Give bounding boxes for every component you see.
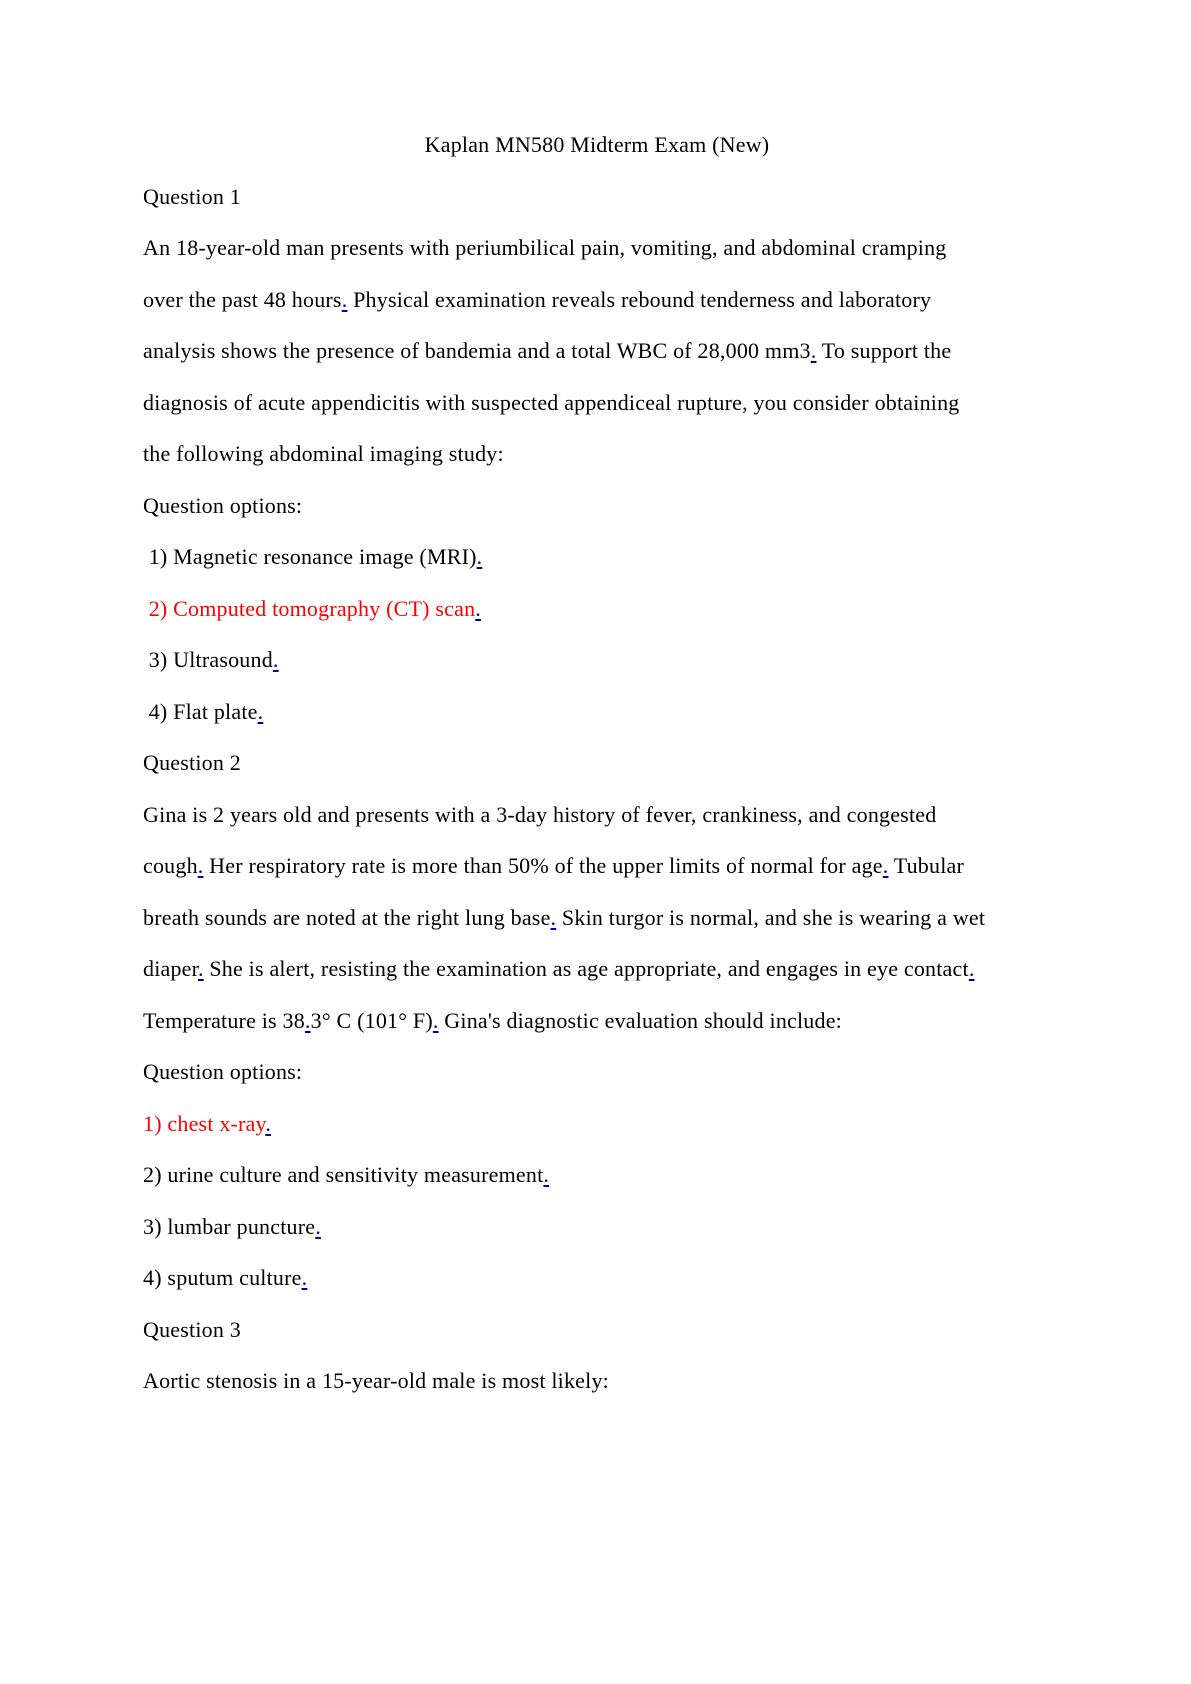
link-period[interactable]: . [476,544,483,569]
text-segment: analysis shows the presence of bandemia and a total WBC of 28,000 mm3 [143,338,811,363]
question-1-text-line [143,428,1051,480]
question-2-option-4 [143,1252,1051,1304]
text-segment: 3) lumbar puncture [143,1213,316,1239]
text-segment: Physical examination reveals rebound tenderness and laboratory [347,286,932,312]
link-period[interactable]: . [968,956,975,981]
text-segment: 3) Ultrasound [143,647,273,672]
link-period[interactable]: . [257,698,264,724]
question-2-heading [143,737,1051,789]
document-title [143,119,1051,171]
text-segment: Aortic stenosis in a 15-year-old male is most likely: [143,1368,609,1393]
text-segment: Question options: [143,1059,303,1084]
question-1-text-line [143,222,1051,274]
text-segment: Gina's diagnostic evaluation should include: [438,1007,842,1033]
question-2-text-line [143,789,1051,841]
link-period[interactable]: . [301,1265,308,1290]
question-2-option-3 [143,1201,1051,1253]
question-2-option-1-answer [143,1098,1051,1150]
text-segment: Question 1 [143,183,241,209]
answer-text-segment: 2) Computed tomography (CT) scan [143,595,476,621]
text-segment: 1) Magnetic resonance image (MRI) [143,544,477,569]
text-segment: 2) urine culture and sensitivity measurement [143,1162,544,1187]
text-segment: cough [143,853,198,878]
text-segment: An 18-year-old man presents with periumbilical pain, vomiting, and abdominal cramping [143,235,947,260]
link-period[interactable]: . [341,286,348,312]
link-period[interactable]: . [475,595,481,621]
text-segment: over the past 48 hours [143,286,342,312]
link-period[interactable]: . [304,1007,311,1033]
link-period[interactable]: . [810,338,817,363]
text-segment: 4) Flat plate [143,698,258,724]
question-2-text-line [143,995,1051,1047]
question-2-options-label [143,1046,1051,1098]
question-3-heading [143,1304,1051,1356]
link-period[interactable]: . [197,956,204,981]
answer-text-segment: 1) chest x-ray [143,1110,266,1136]
question-1-option-3 [143,634,1051,686]
text-segment: Kaplan MN580 Midterm Exam (New) [424,132,770,157]
text-segment: diagnosis of acute appendicitis with suspected appendiceal rupture, you consider obtaining [143,389,960,415]
question-2-text-line [143,840,1051,892]
text-segment: Question options: [143,492,303,518]
question-1-heading [143,171,1051,223]
link-period[interactable]: . [272,647,279,672]
text-segment: diaper [143,956,198,981]
question-1-options-label [143,480,1051,532]
question-1-option-4 [143,686,1051,738]
link-period[interactable]: . [197,853,204,878]
question-1-text-line [143,274,1051,326]
text-segment: Her respiratory rate is more than 50% of the upper limits of normal for age [203,853,883,878]
link-period[interactable]: . [543,1162,550,1187]
text-segment: the following abdominal imaging study: [143,441,504,466]
text-segment: Gina is 2 years old and presents with a 3-day history of fever, crankiness, and congested [143,801,937,827]
question-2-text-line [143,943,1051,995]
link-period[interactable]: . [265,1110,272,1136]
question-1-option-1 [143,531,1051,583]
question-2-text-line [143,892,1051,944]
link-period[interactable]: . [882,853,889,878]
question-1-text-line [143,325,1051,377]
question-1-text-line [143,377,1051,429]
text-segment: Tubular [888,853,965,878]
question-2-option-2 [143,1149,1051,1201]
text-segment: 4) sputum culture [143,1265,302,1290]
text-segment: Question 3 [143,1316,241,1342]
text-segment: Temperature is 38 [143,1007,305,1033]
text-segment: Question 2 [143,750,241,775]
link-period[interactable]: . [550,904,557,930]
text-segment: To support the [816,338,952,363]
question-1-option-2-answer [143,583,1051,635]
text-segment: breath sounds are noted at the right lung base [143,904,551,930]
question-3-text-line [143,1355,1051,1407]
link-period[interactable]: . [432,1007,439,1033]
link-period[interactable]: . [315,1213,321,1239]
text-segment: She is alert, resisting the examination as age appropriate, and engages in eye contact [203,956,969,981]
text-segment: Skin turgor is normal, and she is wearing a wet [556,904,986,930]
text-segment: 3° C (101° F) [310,1007,433,1033]
